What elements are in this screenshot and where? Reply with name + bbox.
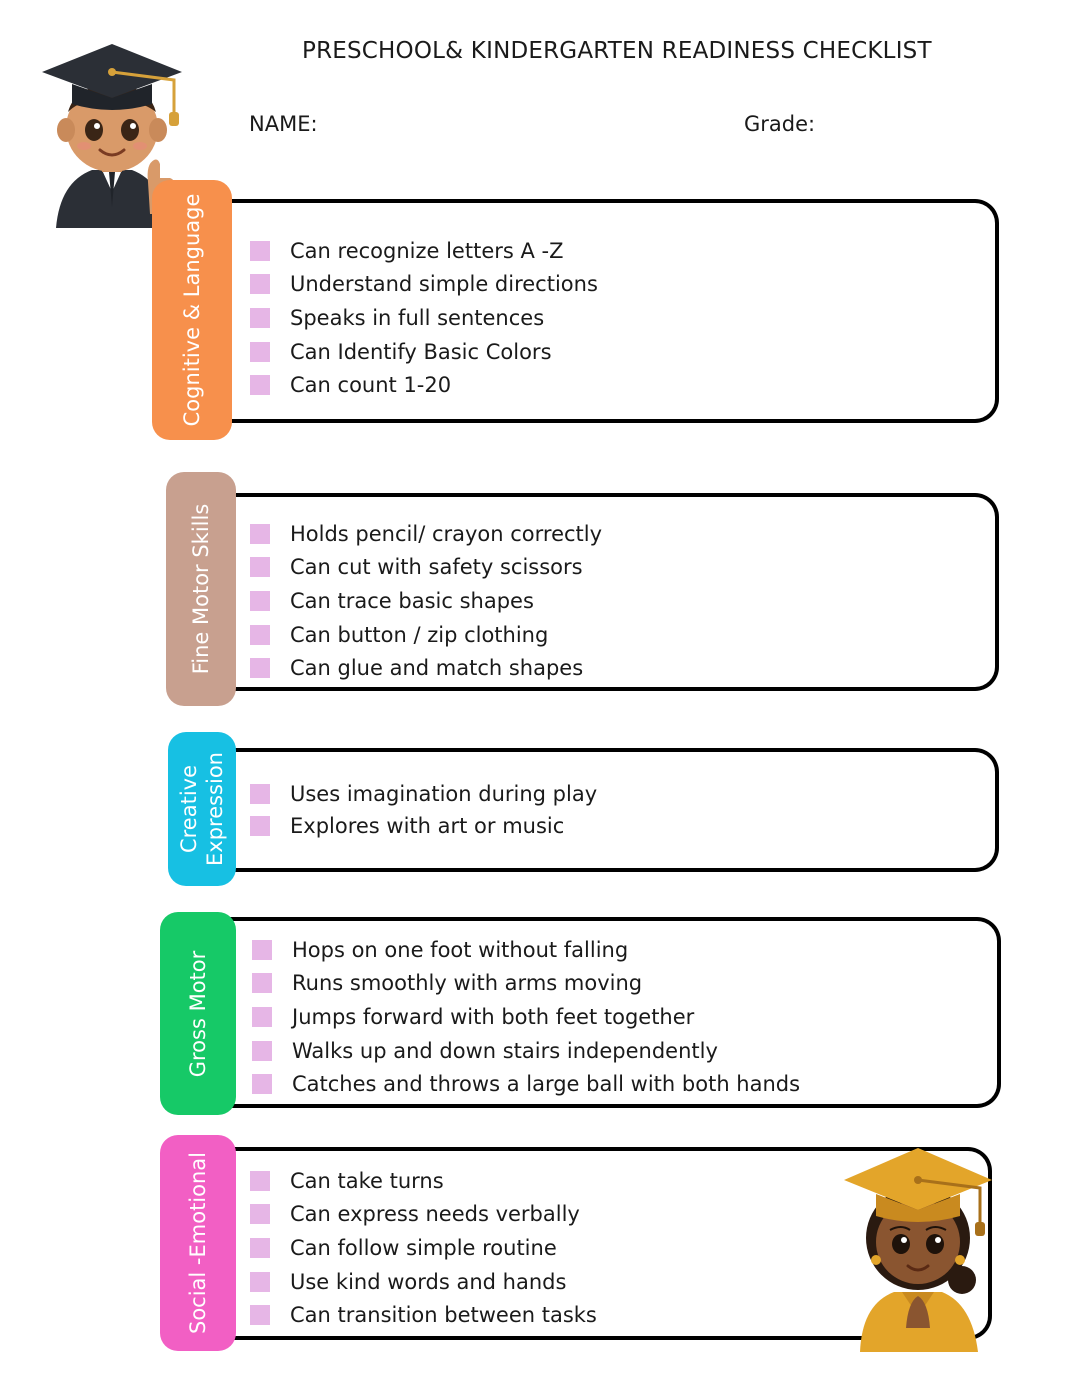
name-label: NAME: (249, 112, 318, 136)
checkbox[interactable] (250, 658, 270, 678)
checkbox[interactable] (250, 375, 270, 395)
checkbox[interactable] (250, 274, 270, 294)
girl-graduate-icon (838, 1132, 998, 1354)
checkbox[interactable] (250, 625, 270, 645)
item-label: Can button / zip clothing (290, 622, 549, 647)
checkbox[interactable] (250, 1171, 270, 1191)
item-label: Use kind words and hands (290, 1269, 567, 1294)
item-label: Can recognize letters A -Z (290, 238, 564, 263)
cognitive-tab (152, 180, 232, 440)
creative-tab (168, 732, 236, 886)
checklist-item (250, 1231, 597, 1265)
checkbox[interactable] (250, 241, 270, 261)
creative-tab-label (176, 752, 229, 866)
gross-motor-list (252, 933, 800, 1101)
checklist-item (252, 967, 800, 1001)
checkbox[interactable] (252, 940, 272, 960)
checkbox[interactable] (250, 557, 270, 577)
social-list (250, 1164, 597, 1332)
item-label: Can express needs verbally (290, 1202, 580, 1227)
fine-motor-list (250, 517, 602, 685)
item-label: Explores with art or music (290, 814, 565, 838)
checklist-item (250, 551, 602, 585)
item-label: Can take turns (290, 1168, 444, 1193)
cognitive-tab-label: Cognitive & Language (179, 193, 204, 427)
checklist-item (252, 1067, 800, 1101)
checkbox[interactable] (250, 524, 270, 544)
checkbox[interactable] (250, 1305, 270, 1325)
checkbox[interactable] (252, 1074, 272, 1094)
item-label: Holds pencil/ crayon correctly (290, 521, 603, 546)
item-label: Uses imagination during play (290, 782, 598, 806)
checkbox[interactable] (250, 1238, 270, 1258)
checklist-item (250, 1265, 597, 1299)
item-label: Can trace basic shapes (290, 588, 534, 613)
creative-tab-label-line2: Expression (203, 752, 227, 866)
page-title: PRESCHOOL& KINDERGARTEN READINESS CHECKLIST (302, 38, 932, 64)
cognitive-list (250, 234, 598, 402)
fine-motor-tab-label: Fine Motor Skills (188, 503, 213, 675)
checklist-item (250, 651, 602, 685)
item-label: Walks up and down stairs independently (292, 1038, 718, 1063)
checklist-item (252, 1034, 800, 1068)
checkbox[interactable] (252, 1007, 272, 1027)
checkbox[interactable] (252, 1041, 272, 1061)
item-label: Runs smoothly with arms moving (292, 971, 643, 996)
checklist-item (250, 368, 598, 402)
item-label: Hops on one foot without falling (292, 937, 629, 962)
checklist-item (250, 1298, 597, 1332)
gross-motor-tab-label: Gross Motor (185, 950, 210, 1077)
checkbox[interactable] (250, 784, 270, 804)
checklist-item (250, 1164, 597, 1198)
fine-motor-card (230, 493, 999, 691)
item-label: Catches and throws a large ball with both hands (292, 1072, 801, 1097)
item-label: Can cut with safety scissors (290, 555, 583, 580)
item-label: Can glue and match shapes (290, 656, 584, 681)
checklist-item (250, 301, 598, 335)
checklist-item (250, 618, 602, 652)
checklist-item (250, 584, 602, 618)
cognitive-card (226, 199, 999, 423)
checklist-item (250, 335, 598, 369)
item-label: Can count 1-20 (290, 373, 452, 398)
checklist-item (250, 517, 602, 551)
item-label: Can Identify Basic Colors (290, 339, 552, 364)
social-tab-label: Social -Emotional (185, 1151, 210, 1335)
checkbox[interactable] (250, 1272, 270, 1292)
item-label: Speaks in full sentences (290, 305, 545, 330)
creative-card (230, 748, 999, 872)
social-tab (160, 1135, 236, 1351)
checklist-item (250, 234, 598, 268)
gross-motor-tab (160, 912, 236, 1115)
creative-list (250, 778, 597, 842)
checkbox[interactable] (250, 1204, 270, 1224)
item-label: Understand simple directions (290, 272, 598, 297)
creative-tab-label-line1: Creative (176, 764, 201, 854)
checklist-item (250, 778, 597, 810)
fine-motor-tab (166, 472, 236, 706)
checkbox[interactable] (250, 591, 270, 611)
checkbox[interactable] (250, 342, 270, 362)
checklist-item (250, 268, 598, 302)
checklist-item (250, 810, 597, 842)
checkbox[interactable] (252, 973, 272, 993)
checklist-item (252, 933, 800, 967)
checklist-item (250, 1198, 597, 1232)
checklist-item (252, 1000, 800, 1034)
grade-label: Grade: (744, 112, 816, 136)
item-label: Can follow simple routine (290, 1235, 557, 1260)
gross-motor-card (230, 917, 1001, 1108)
checkbox[interactable] (250, 308, 270, 328)
item-label: Can transition between tasks (290, 1303, 597, 1328)
checkbox[interactable] (250, 816, 270, 836)
item-label: Jumps forward with both feet together (292, 1004, 695, 1029)
